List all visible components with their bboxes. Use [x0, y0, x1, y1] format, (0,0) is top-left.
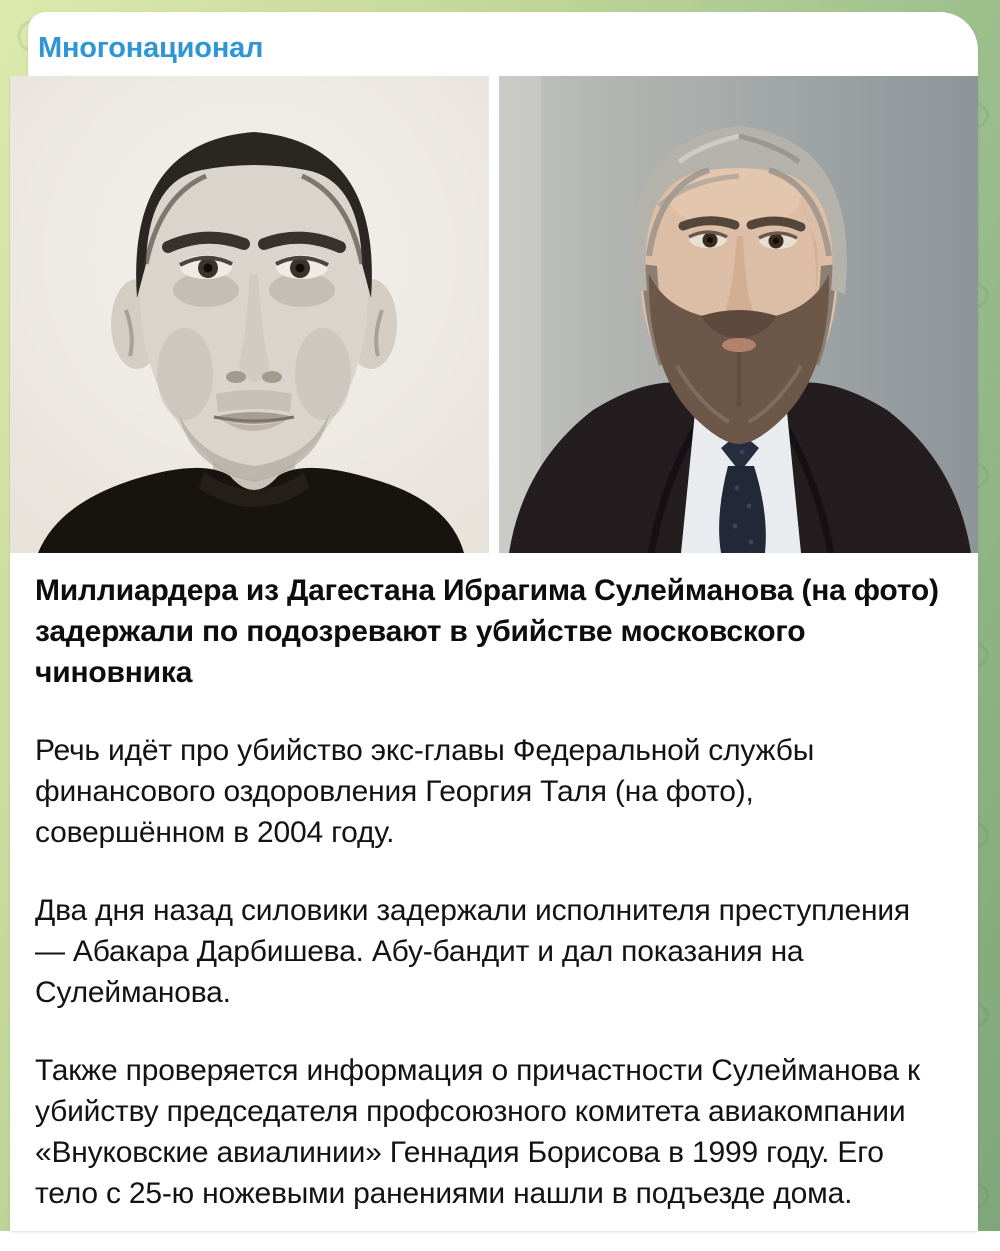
text-line: финансового оздоровления Георгия Таля (на фото),: [35, 775, 754, 808]
message-text: [35, 570, 970, 1251]
text-line: Также проверяется информация о причастности Сулейманова к: [35, 1054, 920, 1087]
text-line: Речь идёт про убийство экс-главы Федеральной службы: [35, 734, 815, 767]
text-line: Два дня назад силовики задержали исполнителя преступления: [35, 894, 910, 927]
headline-paragraph: [35, 570, 970, 693]
photo-attachments: [10, 76, 978, 553]
text-line: — Абакара Дарбишева. Абу-бандит и дал показания на: [35, 935, 804, 968]
text-line: «Внуковские авиалинии» Геннадия Борисова в 1999 году. Его: [35, 1136, 884, 1169]
text-line: совершённом в 2004 году.: [35, 816, 395, 849]
body-paragraph: [35, 890, 970, 1013]
photo-tal[interactable]: [499, 76, 978, 553]
text-line: Миллиардера из Дагестана Ибрагима Сулейманова (на фото): [35, 574, 939, 607]
text-line: тело с 25-ю ножевыми ранениями нашли в подъезде дома.: [35, 1177, 853, 1210]
message-content: [10, 76, 978, 1231]
text-line: Сулейманова.: [35, 976, 231, 1009]
photo-suleymanov[interactable]: [10, 76, 489, 553]
channel-name[interactable]: Многонационал: [38, 32, 264, 64]
text-line: задержали по подозревают в убийстве московского: [35, 615, 806, 648]
body-paragraph: [35, 730, 970, 853]
text-line: убийству председателя профсоюзного комитета авиакомпании: [35, 1095, 906, 1128]
body-paragraph: [35, 1050, 970, 1214]
message-bubble-header: [28, 12, 978, 76]
text-line: чиновника: [35, 656, 193, 689]
